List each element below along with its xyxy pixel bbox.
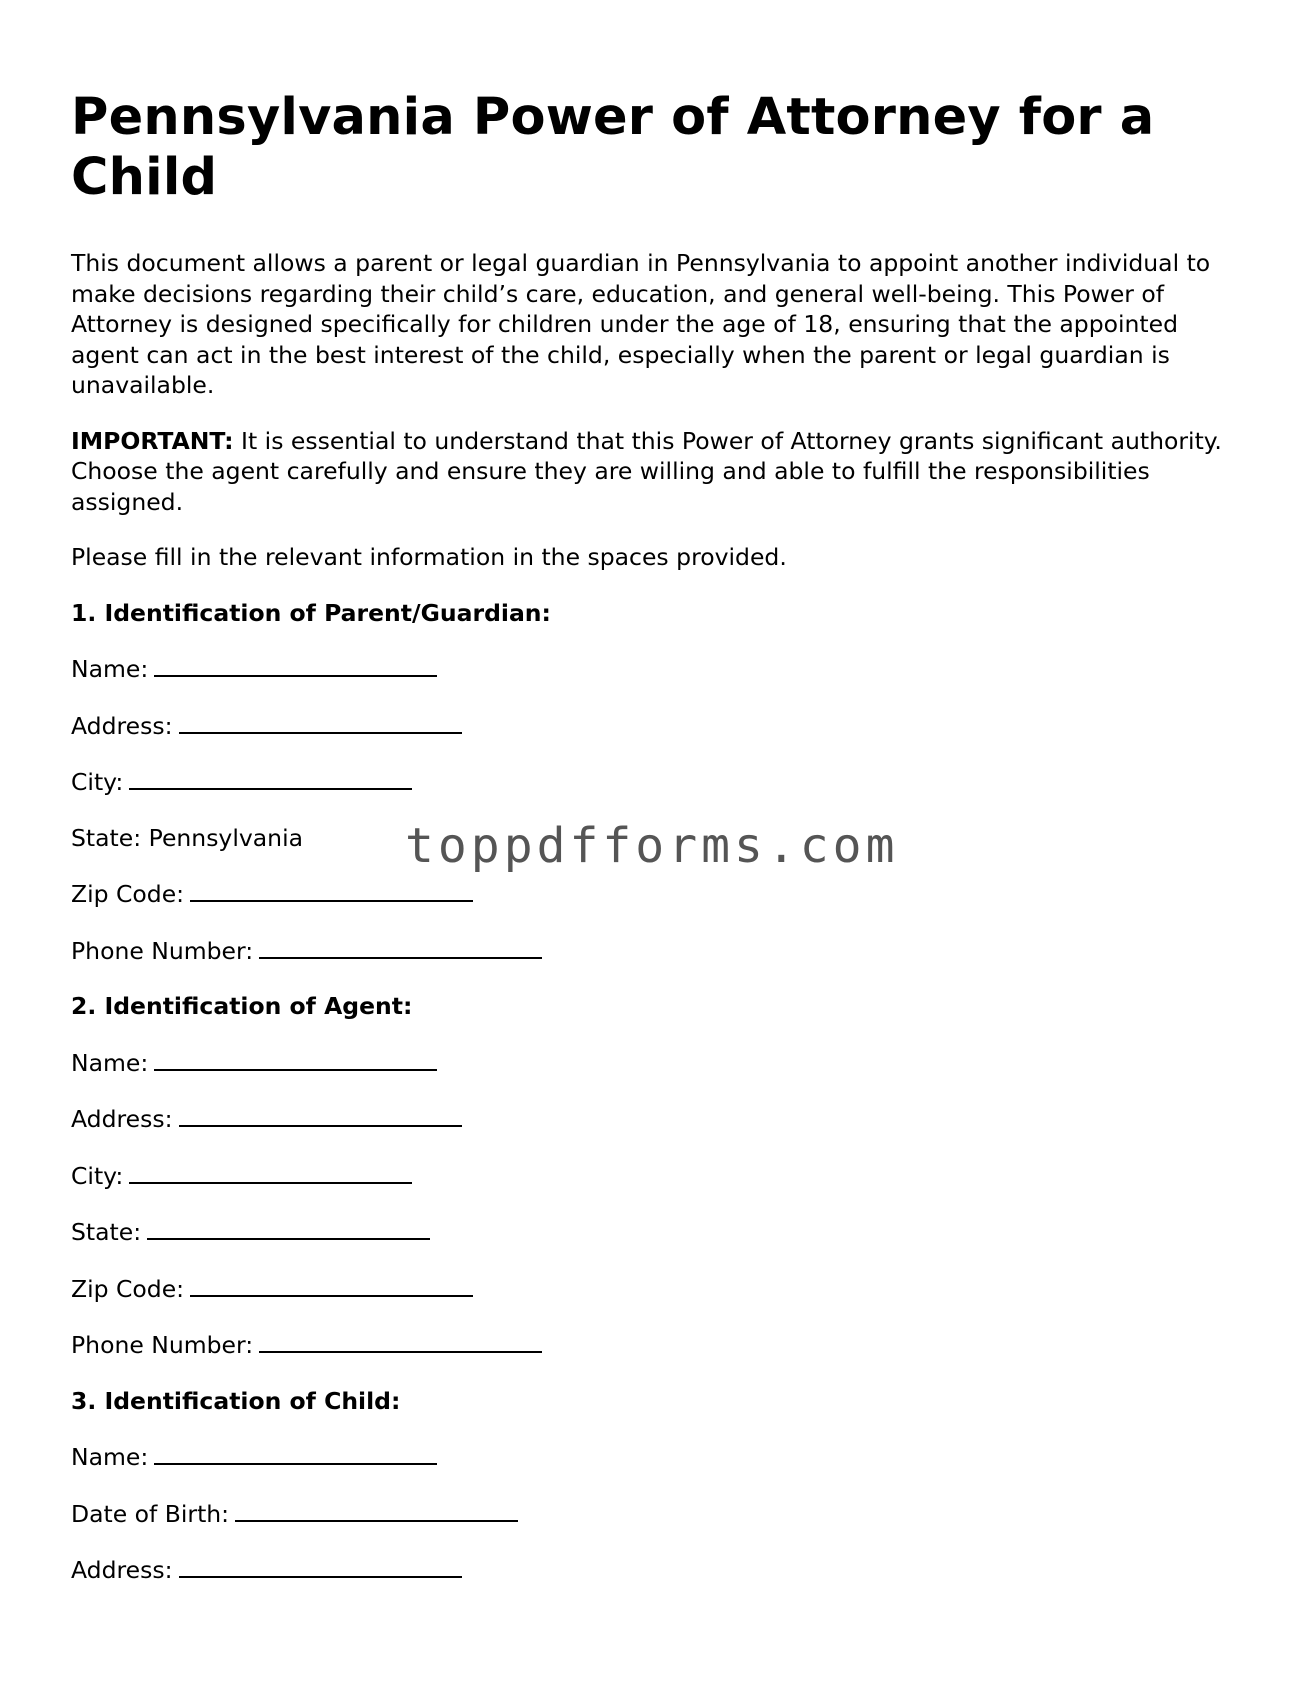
agent-city-label: City: — [71, 1161, 124, 1190]
child-address-label: Address: — [71, 1556, 173, 1584]
child-address-blank[interactable] — [179, 1554, 462, 1578]
agent-state-field — [71, 1216, 1231, 1248]
parent-zip-field — [71, 878, 1231, 910]
section-child-title: 3. Identification of Child: — [71, 1386, 401, 1415]
parent-state-label: State: — [71, 823, 142, 852]
agent-zip-field — [71, 1273, 1231, 1305]
agent-address-blank[interactable] — [179, 1103, 462, 1127]
child-name-label: Name: — [71, 1443, 149, 1471]
child-dob-field — [71, 1498, 1231, 1530]
page-title: Pennsylvania Power of Attorney for a Child — [71, 88, 1155, 207]
agent-phone-label: Phone Number: — [71, 1331, 254, 1359]
important-paragraph — [71, 426, 1231, 518]
parent-phone-field — [71, 935, 1231, 967]
agent-zip-blank[interactable] — [190, 1273, 473, 1297]
parent-zip-label: Zip Code: — [71, 880, 185, 908]
agent-phone-blank[interactable] — [259, 1329, 542, 1353]
agent-name-field — [71, 1047, 1231, 1079]
section-parent-title: 1. Identification of Parent/Guardian: — [71, 598, 551, 627]
parent-name-field — [71, 653, 1231, 685]
parent-name-blank[interactable] — [154, 653, 437, 677]
instructions-paragraph: Please fill in the relevant information in the spaces provided. — [71, 543, 787, 571]
agent-zip-label: Zip Code: — [71, 1274, 185, 1303]
important-text: It is essential to understand that this Power of Attorney grants significant authority. Choose the agent carefully and ensure they are willing and able to fulfill the responsibilities assigned. — [71, 426, 1222, 516]
child-name-blank[interactable] — [154, 1441, 437, 1465]
parent-state-value: Pennsylvania — [148, 823, 304, 852]
watermark: toppdfforms.com — [405, 818, 899, 874]
agent-state-blank[interactable] — [147, 1216, 430, 1240]
parent-zip-blank[interactable] — [190, 878, 473, 902]
intro-paragraph: This document allows a parent or legal guardian in Pennsylvania to appoint another individual to make decisions regarding their child’s care, education, and general well-being. This Power of Attorney is designed specifically for children under the age of 18, ensuring that the appointed agent can act in the best interest of the child, especially when the parent or legal guardian is unavailable. — [71, 249, 1211, 399]
parent-city-blank[interactable] — [129, 766, 412, 790]
parent-phone-blank[interactable] — [259, 935, 542, 959]
agent-address-field — [71, 1103, 1231, 1135]
agent-city-blank[interactable] — [129, 1160, 412, 1184]
parent-address-label: Address: — [71, 711, 173, 740]
child-address-field — [71, 1554, 1231, 1586]
section-agent-title: 2. Identification of Agent: — [71, 992, 413, 1020]
child-dob-blank[interactable] — [235, 1498, 518, 1522]
parent-city-label: City: — [71, 768, 124, 796]
parent-address-blank[interactable] — [179, 710, 462, 734]
parent-name-label: Name: — [71, 655, 149, 683]
agent-name-blank[interactable] — [154, 1047, 437, 1071]
important-label: IMPORTANT: — [71, 426, 234, 455]
parent-phone-label: Phone Number: — [71, 936, 254, 965]
parent-city-field — [71, 766, 1231, 798]
agent-name-label: Name: — [71, 1048, 149, 1077]
agent-city-field — [71, 1160, 1231, 1192]
child-name-field — [71, 1441, 1231, 1473]
agent-phone-field — [71, 1329, 1231, 1361]
agent-address-label: Address: — [71, 1105, 173, 1133]
child-dob-label: Date of Birth: — [71, 1499, 230, 1528]
agent-state-label: State: — [71, 1218, 142, 1246]
parent-address-field — [71, 710, 1231, 742]
